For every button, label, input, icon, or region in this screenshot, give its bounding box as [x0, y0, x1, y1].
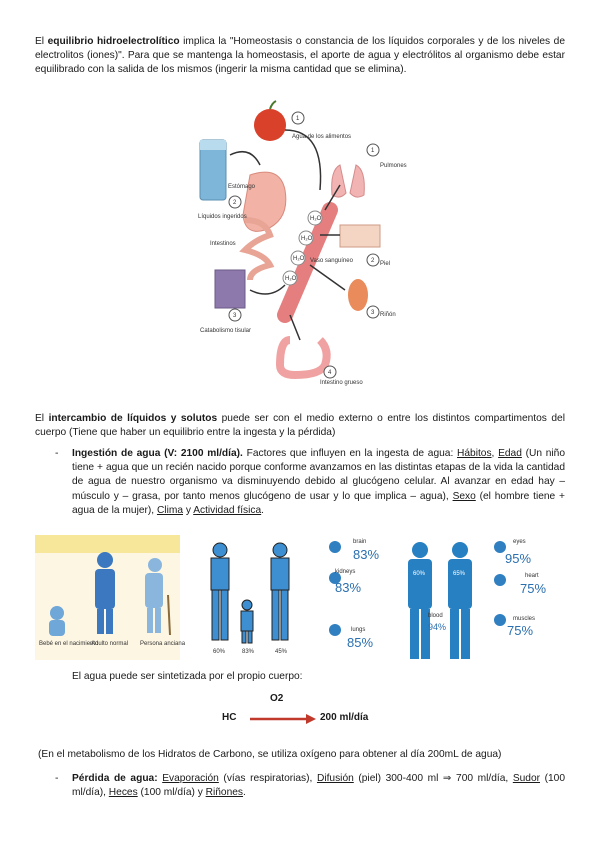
intro-term: equilibrio hidroelectrolítico — [47, 36, 180, 47]
organ-brain-value: 83% — [353, 547, 380, 562]
o2-label: O2 — [270, 693, 284, 704]
sudor-link: Sudor — [512, 773, 540, 784]
rinones-link: Riñones — [205, 787, 244, 799]
clima-link: Clima — [156, 504, 183, 516]
label-rinon: Riñón — [380, 312, 396, 318]
bullet-dash-loss: - — [55, 772, 59, 784]
water-intake-diagram — [190, 100, 415, 390]
svg-text:H₂O: H₂O — [301, 236, 313, 242]
bullet-dash: - — [55, 447, 59, 459]
intro-rest: implica la "Homeostasis o constancia de los líquidos corporales y de los niveles de electrolitos (iones)". Para que se mantenga la homeostasis, el aporte de agua y electrólitos al organismo debe estar equilibrado con la salida de los mismos (ingerir la misma cantidad que se elimina). — [35, 36, 565, 76]
exchange-paragraph: El intercambio de líquidos y solutos puede ser con el medio externo o entre los distintos compartimentos del cuerpo (Tiene que haber un equilibrio entre la ingesta y la pérdida) — [35, 413, 565, 439]
heces-link: Heces — [108, 787, 138, 799]
organ-eyes-label: eyes — [513, 539, 526, 545]
water-percentage-figure — [35, 535, 565, 660]
svg-text:3: 3 — [371, 310, 375, 316]
loss-title: Pérdida de agua: — [72, 773, 158, 784]
difusion-link: Difusión — [316, 773, 354, 784]
label-intestino-grueso: Intestino grueso — [320, 380, 363, 386]
synthesis-text: El agua puede ser sintetizada por el propio cuerpo: — [72, 671, 303, 682]
label-estomago: Estómago — [228, 184, 256, 190]
skin-icon — [340, 225, 380, 247]
organ-kidneys-label: kidneys — [335, 569, 356, 575]
organ-brain-label: brain — [353, 539, 367, 545]
svg-text:1: 1 — [296, 116, 300, 122]
evaporacion-link: Evaporación — [162, 773, 219, 784]
loss-paragraph: Pérdida de agua: Evaporación (vías respiratorias), Difusión (piel) 300-400 ml ⇒ 700 ml/día, Sudor (100 ml/día), Heces (100 ml/día) y Riñones. — [72, 773, 565, 799]
svg-text:45%: 45% — [275, 649, 288, 655]
label-liquidos: Líquidos ingeridos — [198, 214, 247, 220]
svg-text:2: 2 — [371, 258, 375, 264]
label-vaso: Vaso sanguíneo — [310, 258, 353, 264]
large-intestine-icon — [280, 340, 327, 375]
organ-eyes-value: 95% — [505, 551, 532, 566]
caption-elderly: Persona anciana — [140, 641, 186, 647]
svg-text:65%: 65% — [453, 571, 466, 577]
organ-muscles-value: 75% — [507, 623, 534, 638]
svg-text:1: 1 — [371, 148, 375, 154]
organ-lungs-label: lungs — [351, 627, 366, 633]
organ-kidneys-value: 83% — [335, 580, 362, 595]
svg-text:60%: 60% — [213, 649, 226, 655]
tissue-icon — [215, 270, 245, 308]
organs-panel — [320, 535, 565, 660]
svg-text:H₂O: H₂O — [285, 276, 297, 282]
organ-heart-value: 75% — [520, 581, 547, 596]
caption-baby: Bebé en el nacimiento — [39, 641, 99, 647]
exchange-term: intercambio de líquidos y solutos — [48, 413, 218, 424]
organ-blood-value: 94% — [428, 622, 447, 632]
synthesis-note: (En el metabolismo de los Hidratos de Carbono, se utiliza oxígeno para obtener al día 200mL de agua) — [38, 749, 502, 760]
intro-paragraph — [35, 35, 565, 78]
label-catabolismo: Catabolismo tisular — [200, 328, 252, 334]
habitos-link: Hábitos — [457, 448, 492, 459]
intro-lead: El — [35, 36, 48, 47]
svg-text:83%: 83% — [242, 649, 255, 655]
svg-text:4: 4 — [328, 370, 332, 376]
reaction-arrow — [250, 713, 318, 725]
label-agua-alimentos: Agua de los alimentos — [292, 134, 352, 140]
organ-lungs-value: 85% — [347, 635, 374, 650]
organ-heart-label: heart — [525, 573, 539, 579]
edad-link: Edad — [498, 448, 522, 459]
baby-figure — [49, 606, 65, 636]
label-piel: Piel — [380, 261, 391, 267]
svg-text:60%: 60% — [413, 571, 426, 577]
organ-blood-label: blood — [428, 613, 443, 619]
apple-icon — [254, 109, 286, 141]
svg-text:H₂O: H₂O — [293, 256, 305, 262]
kidney-icon — [348, 279, 368, 311]
ingestion-title: Ingestión de agua (V: 2100 ml/día). — [72, 448, 243, 459]
ingestion-paragraph: Ingestión de agua (V: 2100 ml/día). Factores que influyen en la ingesta de agua: Hábitos, Edad (Un niño tiene + agua que un recién nacido porque conforme avanzamos en las distintas etapas de la vida la cantidad de agua de nuestro organismo va disminuyendo debido al glucógeno celular. Al avanzar en edad hay – músculo y – grasa, por tanto menos glucógeno de usar y lo que implica – agua), Sexo (el hombre tiene + agua de la mujer), Clima y Actividad física. — [72, 448, 565, 516]
svg-text:3: 3 — [233, 313, 237, 319]
organ-muscles-label: muscles — [513, 616, 536, 622]
label-pulmones: Pulmones — [380, 163, 407, 169]
label-intestinos: Intestinos — [210, 241, 236, 247]
svg-text:2: 2 — [233, 200, 237, 206]
svg-text:H₂O: H₂O — [310, 216, 322, 222]
result-label: 200 ml/día — [320, 712, 369, 723]
sexo-link: Sexo — [452, 490, 476, 502]
hc-label: HC — [222, 712, 237, 723]
silhouettes-panel — [195, 535, 305, 660]
actividad-link: Actividad física — [193, 504, 262, 516]
lungs-icon — [332, 165, 365, 197]
caption-adult: Adulto normal — [91, 641, 129, 647]
